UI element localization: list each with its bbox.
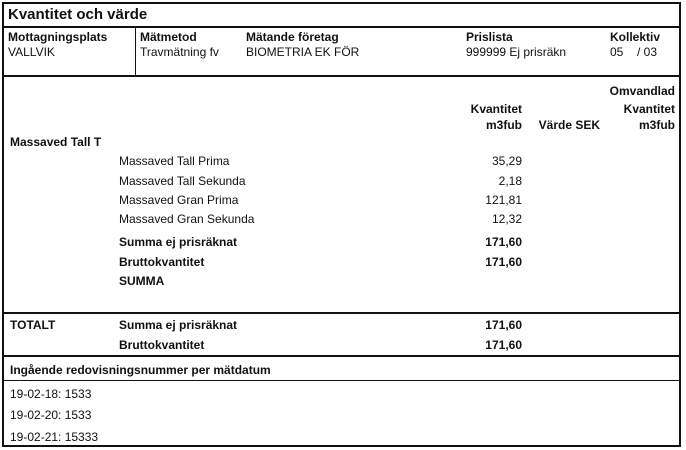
item-qty: 12,32: [491, 212, 522, 226]
totalt-summa-label: Summa ej prisräknat: [119, 318, 238, 332]
group-summa-value: 171,60: [485, 235, 522, 249]
kollektiv-label: Kollektiv: [610, 30, 661, 44]
redovisning-row: 19-02-20: 1533: [10, 408, 92, 422]
column-omvandlad-unit: m3fub: [639, 118, 675, 132]
group-name: Massaved Tall T: [10, 135, 102, 149]
totalt-divider: [2, 312, 681, 314]
totalt-brutto-label: Bruttokvantitet: [119, 338, 205, 352]
prislista-value: 999999 Ej prisräkn: [466, 45, 567, 59]
matmetod-value: Travmätning fv: [140, 45, 219, 59]
column-omvandlad-kvantitet: Kvantitet: [623, 102, 675, 116]
item-qty: 121,81: [485, 193, 522, 207]
matande-foretag-label: Mätande företag: [246, 30, 339, 44]
totalt-summa-value: 171,60: [485, 318, 522, 332]
redovisning-row: 19-02-21: 15333: [10, 430, 99, 444]
matande-foretag-value: BIOMETRIA EK FÖR: [246, 45, 360, 59]
header-divider: [2, 75, 681, 77]
column-kvantitet: Kvantitet: [470, 102, 522, 116]
report-title: Kvantitet och värde: [8, 6, 148, 23]
group-summa-label: Summa ej prisräknat: [119, 235, 238, 249]
redovisning-heading: Ingående redovisningsnummer per mätdatum: [10, 363, 271, 377]
kollektiv-value-b: / 03: [637, 45, 658, 59]
item-qty: 2,18: [498, 174, 522, 188]
item-label: Massaved Gran Sekunda: [119, 212, 255, 226]
item-qty: 35,29: [491, 154, 522, 168]
totalt-label: TOTALT: [10, 318, 56, 332]
column-varde-sek: Värde SEK: [538, 118, 600, 132]
totalt-brutto-value: 171,60: [485, 338, 522, 352]
matmetod-label: Mätmetod: [140, 30, 197, 44]
redovisning-divider: [2, 380, 681, 381]
group-summa2-label: SUMMA: [119, 274, 165, 288]
column-kvantitet-unit: m3fub: [486, 118, 522, 132]
item-label: Massaved Tall Sekunda: [119, 174, 246, 188]
prislista-label: Prislista: [466, 30, 513, 44]
redovisning-top-divider: [2, 355, 681, 357]
item-label: Massaved Gran Prima: [119, 193, 239, 207]
mottagningsplats-label: Mottagningsplats: [8, 30, 108, 44]
column-omvandlad: Omvandlad: [609, 84, 675, 98]
kollektiv-value-a: 05: [610, 45, 624, 59]
group-brutto-label: Bruttokvantitet: [119, 255, 205, 269]
item-label: Massaved Tall Prima: [119, 154, 230, 168]
title-divider: [2, 26, 681, 28]
redovisning-row: 19-02-18: 1533: [10, 387, 92, 401]
header-column-divider: [135, 28, 136, 75]
mottagningsplats-value: VALLVIK: [8, 45, 55, 59]
group-brutto-value: 171,60: [485, 255, 522, 269]
